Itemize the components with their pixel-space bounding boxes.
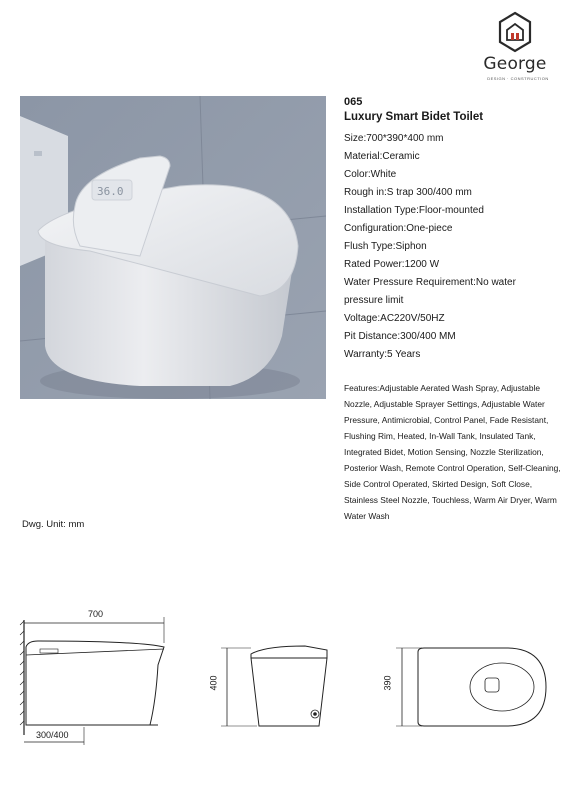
brand-name: George: [483, 54, 547, 74]
side-view-drawing: [18, 605, 178, 755]
product-photo: [20, 96, 326, 399]
brand-logo: [470, 10, 560, 85]
spec-item: Pit Distance:300/400 MM: [344, 331, 456, 342]
product-title: Luxury Smart Bidet Toilet: [344, 111, 484, 123]
spec-item: Material:Ceramic: [344, 151, 420, 162]
spec-item: Installation Type:Floor-mounted: [344, 205, 484, 216]
spec-item: Size:700*390*400 mm: [344, 133, 444, 144]
spec-item: Rated Power:1200 W: [344, 259, 440, 270]
house-logo-icon: [470, 10, 560, 56]
brand-tagline: DESIGN · CONSTRUCTION: [487, 76, 549, 81]
drawing-unit-label: Dwg. Unit: mm: [22, 519, 85, 530]
product-code: 065: [344, 96, 363, 108]
spec-list: [344, 130, 554, 364]
top-view-drawing: [378, 638, 553, 738]
spec-item: Warranty:5 Years: [344, 349, 421, 360]
width-dimension-label: 390: [382, 675, 393, 691]
height-dimension-label: 400: [208, 675, 219, 691]
spec-item: Flush Type:Siphon: [344, 241, 427, 252]
features-paragraph: Features:Adjustable Aerated Wash Spray, Adjustable Nozzle, Adjustable Sprayer Settings, Adjustable Water Pressure, Antimicrobial, Control Panel, Fade Resistant, Flushing Rim, Heated, In-Wall Tank, Insulated Tank, Integrated Bidet, Motion Sensing, Nozzle Sterilization, Posterior Wash, Remote Control Operation, Self-Cleaning, Side Control Operated, Skirted Design, Soft Close, Stainless Steel Nozzle, Touchless, Warm Air Dryer, Warm Water Wash: [344, 383, 561, 521]
rough-in-dimension-label: 300/400: [36, 730, 69, 740]
front-view-drawing: [205, 638, 335, 738]
spec-item: Color:White: [344, 169, 397, 180]
spec-item: Voltage:AC220V/50HZ: [344, 313, 445, 324]
spec-item: Configuration:One-piece: [344, 223, 453, 234]
spec-item: Water Pressure Requirement:No water pressure limit: [344, 277, 516, 306]
spec-item: Rough in:S trap 300/400 mm: [344, 187, 472, 198]
length-dimension-label: 700: [88, 609, 104, 619]
temperature-display: 36.0: [97, 185, 124, 198]
